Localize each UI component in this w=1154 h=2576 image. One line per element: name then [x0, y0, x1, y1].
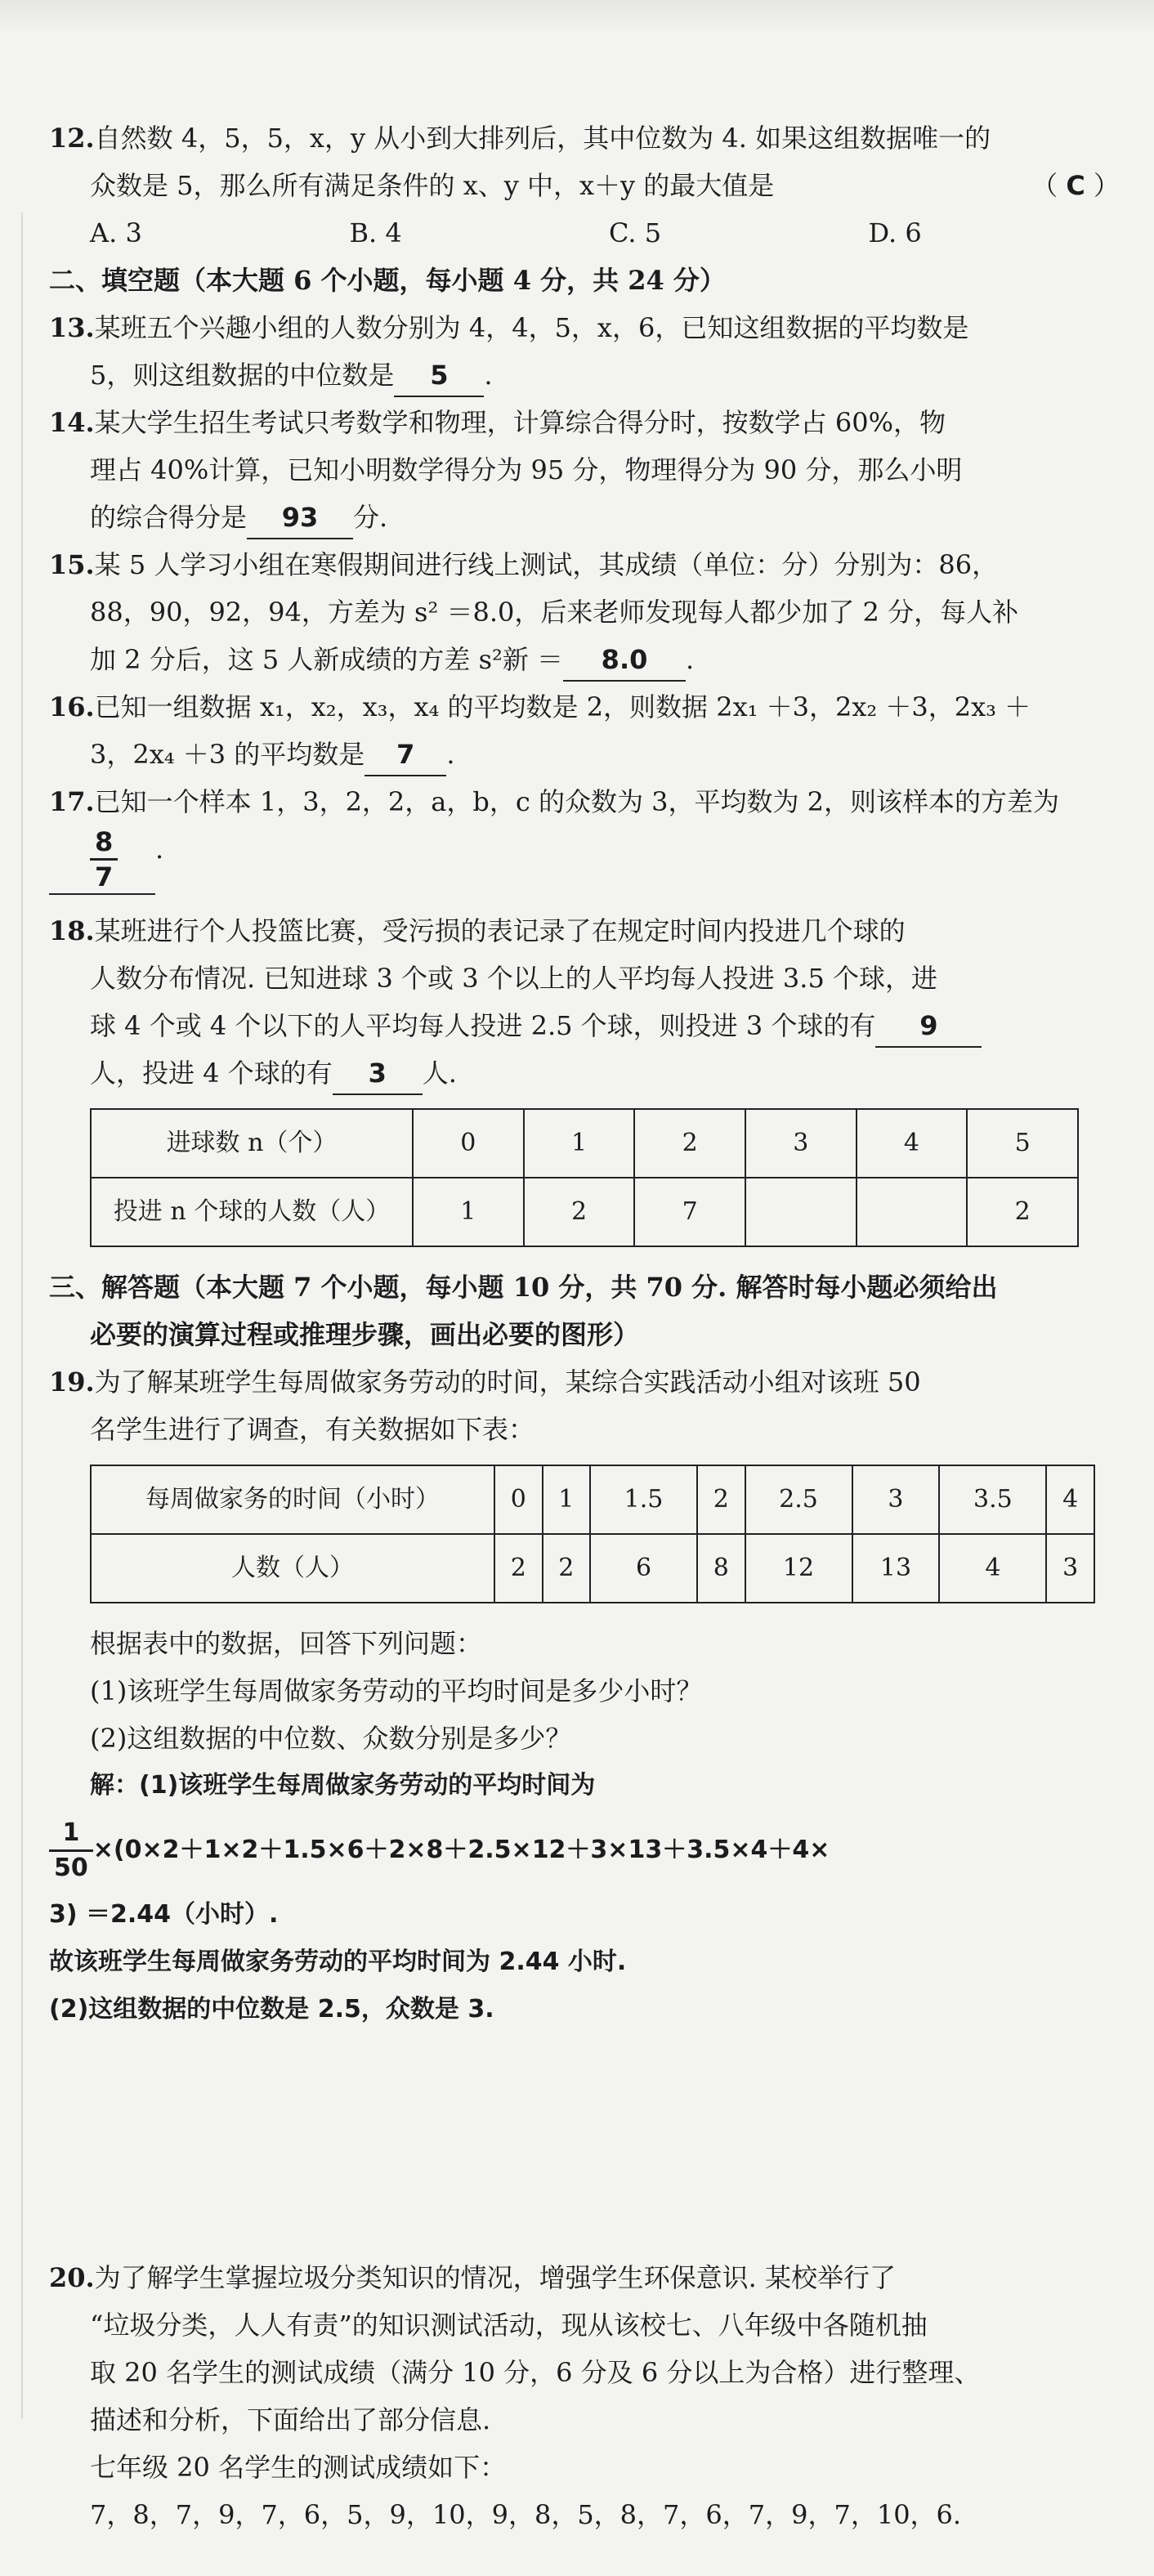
q19-solution-5: (2)这组数据的中位数是 2.5，众数是 3.	[49, 1995, 494, 2024]
q13-answer: 5	[394, 355, 484, 397]
q20-text-1: 为了解学生掌握垃圾分类知识的情况，增强学生环保意识. 某校举行了	[94, 2262, 897, 2293]
q18-cell: 2	[634, 1109, 745, 1178]
q12-number: 12.	[49, 123, 95, 154]
q19-cell: 6	[590, 1534, 697, 1603]
q15-line3	[49, 636, 1128, 683]
q19-question-1: (1)该班学生每周做家务劳动的平均时间是多少小时？	[90, 1675, 703, 1706]
q12-options	[49, 209, 1128, 257]
q18-row2-header: 投进 n 个球的人数（人）	[91, 1178, 413, 1246]
q18-cell: 0	[413, 1109, 524, 1178]
q19-solution-expression: ×(0×2＋1×2＋1.5×6＋2×8＋2.5×12＋3×13＋3.5×4＋4×	[92, 1836, 830, 1864]
section3-heading-1: 三、解答题（本大题 7 个小题，每小题 10 分，共 70 分. 解答时每小题必须给出	[49, 1272, 998, 1303]
q16-number: 16.	[49, 691, 95, 722]
q19-fraction-numerator: 1	[49, 1817, 93, 1852]
q13-text-1: 某班五个兴趣小组的人数分别为 4，4，5，x，6，已知这组数据的平均数是	[94, 312, 969, 343]
q13-period: .	[484, 360, 493, 391]
q20-text-5: 七年级 20 名学生的测试成绩如下：	[90, 2452, 507, 2483]
q19-cell: 1	[543, 1465, 591, 1534]
q15-text-1: 某 5 人学习小组在寒假期间进行线上测试，其成绩（单位：分）分别为：86，	[94, 549, 999, 580]
q12-text-2: 众数是 5，那么所有满足条件的 x、y 中，x＋y 的最大值是	[90, 170, 775, 201]
q14-line3	[49, 494, 1128, 541]
q18-number: 18.	[49, 915, 95, 946]
q18-text-4: 人，投进 4 个球的有	[90, 1058, 333, 1089]
table-row	[91, 1465, 1094, 1534]
q19-cell: 2	[494, 1534, 543, 1603]
q15-number: 15.	[49, 549, 95, 580]
q19-row2-header: 人数（人）	[91, 1534, 494, 1603]
page-crease	[0, 0, 1154, 33]
q19-cell: 3.5	[939, 1465, 1046, 1534]
q14-number: 14.	[49, 407, 95, 438]
q18-line4	[49, 1049, 1128, 1097]
q14-text-2: 理占 40%计算，已知小明数学得分为 95 分，物理得分为 90 分，那么小明	[90, 454, 963, 485]
q15-line2	[49, 588, 1128, 636]
q19-cell: 2	[543, 1534, 591, 1603]
worksheet-content	[49, 114, 1128, 2538]
q17-answer-line	[49, 825, 1128, 907]
q12-text-1: 自然数 4，5，5，x，y 从小到大排列后，其中位数为 4. 如果这组数据唯一的	[94, 123, 991, 154]
q19-cell: 12	[745, 1534, 852, 1603]
q17-answer-fraction	[90, 825, 118, 893]
q18-cell: 1	[524, 1109, 635, 1178]
q17-number: 17.	[49, 786, 95, 817]
q18-text-1: 某班进行个人投篮比赛，受污损的表记录了在规定时间内投进几个球的	[94, 915, 906, 946]
q19-fraction-denominator: 50	[54, 1854, 88, 1882]
table-row	[91, 1109, 1078, 1178]
q16-text-1: 已知一组数据 x₁，x₂，x₃，x₄ 的平均数是 2，则数据 2x₁ ＋3，2x₂ ＋3，2x₃ ＋	[94, 691, 1031, 722]
q18-cell: 4	[857, 1109, 968, 1178]
q19-row1-header: 每周做家务的时间（小时）	[91, 1465, 494, 1534]
q18-answer-2: 3	[333, 1053, 423, 1095]
section2-heading: 二、填空题（本大题 6 个小题，每小题 4 分，共 24 分）	[49, 265, 726, 296]
q18-unit: 人.	[422, 1058, 457, 1089]
q19-cell: 2	[697, 1465, 745, 1534]
section3-heading-2: 必要的演算过程或推理步骤，画出必要的图形）	[90, 1319, 640, 1350]
q17-text-1: 已知一个样本 1，3，2，2，a，b，c 的众数为 3，平均数为 2，则该样本的方差为	[94, 786, 1060, 817]
answer-space	[49, 2033, 1128, 2254]
q16-line1	[49, 683, 1128, 731]
q18-line1	[49, 907, 1128, 955]
q19-line2	[49, 1406, 1128, 1453]
q15-text-2: 88，90，92，94，方差为 s² ＝8.0，后来老师发现每人都少加了 2 分，每人补	[90, 597, 1019, 628]
q18-cell	[857, 1178, 968, 1246]
q19-solution-1: 解：(1)该班学生每周做家务劳动的平均时间为	[90, 1771, 596, 1800]
q19-cell: 13	[852, 1534, 940, 1603]
q18-cell: 3	[745, 1109, 857, 1178]
q14-answer: 93	[247, 497, 353, 539]
q16-answer: 7	[365, 734, 446, 776]
q19-solution-2	[49, 1809, 1128, 1891]
q12-option-b: B. 4	[349, 217, 402, 248]
q14-unit: 分.	[353, 502, 388, 533]
q15-line1	[49, 541, 1128, 588]
q20-number: 20.	[49, 2262, 95, 2293]
q19-fraction	[49, 1817, 93, 1885]
q19-cell: 3	[852, 1465, 940, 1534]
q12-line2	[49, 162, 1128, 209]
q19-question-2: (2)这组数据的中位数、众数分别是多少？	[90, 1723, 572, 1754]
table-row	[91, 1178, 1078, 1246]
q18-answer-1: 9	[875, 1005, 982, 1048]
q14-text-1: 某大学生招生考试只考数学和物理，计算综合得分时，按数学占 60%，物	[94, 407, 946, 438]
q16-period: .	[446, 739, 455, 770]
q17-period: .	[155, 834, 164, 865]
q18-line3	[49, 1002, 1128, 1049]
q19-text-1: 为了解某班学生每周做家务劳动的时间，某综合实践活动小组对该班 50	[94, 1366, 921, 1398]
q17-answer-denominator: 7	[95, 861, 114, 892]
q13-line2	[49, 351, 1128, 399]
q18-cell: 5	[967, 1109, 1078, 1178]
q18-text-2: 人数分布情况. 已知进球 3 个或 3 个以上的人平均每人投进 3.5 个球，进	[90, 963, 937, 994]
q19-cell: 3	[1046, 1534, 1094, 1603]
binding-edge	[21, 212, 23, 2419]
q12-option-a: A. 3	[90, 217, 142, 248]
q19-cell: 0	[494, 1465, 543, 1534]
q18-table	[90, 1108, 1079, 1247]
q19-cell: 4	[1046, 1465, 1094, 1534]
q12-option-d: D. 6	[868, 217, 922, 248]
q14-line2	[49, 446, 1128, 494]
q19-cell: 1.5	[590, 1465, 697, 1534]
q15-answer: 8.0	[563, 639, 686, 682]
q14-line1	[49, 399, 1128, 446]
q18-cell: 2	[524, 1178, 635, 1246]
q12-answer: C	[1066, 170, 1085, 201]
q20-text-6: 7，8，7，9，7，6，5，9，10，9，8，5，8，7，6，7，9，7，10，6.	[90, 2499, 962, 2530]
q17-answer-numerator: 8	[90, 825, 118, 861]
q19-cell: 2.5	[745, 1465, 852, 1534]
q15-period: .	[686, 644, 695, 675]
q19-number: 19.	[49, 1366, 95, 1398]
q20-text-3: 取 20 名学生的测试成绩（满分 10 分，6 分及 6 分以上为合格）进行整理、	[90, 2357, 981, 2388]
q16-line2	[49, 731, 1128, 778]
q19-table	[90, 1465, 1095, 1603]
q13-line1	[49, 304, 1128, 351]
q18-cell	[745, 1178, 857, 1246]
q18-cell: 1	[413, 1178, 524, 1246]
q19-solution-4: 故该班学生每周做家务劳动的平均时间为 2.44 小时.	[49, 1948, 627, 1976]
q20-text-2: “垃圾分类，人人有责”的知识测试活动，现从该校七、八年级中各随机抽	[90, 2310, 928, 2341]
q19-prompt: 根据表中的数据，回答下列问题：	[90, 1628, 483, 1659]
q12-answer-paren: （ C ）	[1031, 170, 1120, 201]
q20-line1	[49, 2254, 1128, 2301]
q18-row1-header: 进球数 n（个）	[91, 1109, 413, 1178]
q18-cell: 7	[634, 1178, 745, 1246]
q15-text-3: 加 2 分后，这 5 人新成绩的方差 s²新 ＝	[90, 644, 564, 675]
q19-text-2: 名学生进行了调查，有关数据如下表：	[90, 1414, 535, 1445]
q19-cell: 8	[697, 1534, 745, 1603]
q18-cell: 2	[967, 1178, 1078, 1246]
q14-text-3: 的综合得分是	[90, 502, 248, 533]
q17-line1	[49, 778, 1128, 825]
table-row	[91, 1534, 1094, 1603]
q17-answer-blank	[49, 825, 155, 895]
q20-text-4: 描述和分析，下面给出了部分信息.	[90, 2404, 491, 2435]
q18-text-3: 球 4 个或 4 个以下的人平均每人投进 2.5 个球，则投进 3 个球的有	[90, 1010, 876, 1041]
q18-line2	[49, 955, 1128, 1002]
q12-option-c: C. 5	[609, 217, 662, 248]
q13-number: 13.	[49, 312, 95, 343]
q13-text-2: 5，则这组数据的中位数是	[90, 360, 395, 391]
q19-solution-3: 3) ＝2.44（小时）.	[49, 1900, 279, 1929]
q12-line1	[49, 114, 1128, 162]
q16-text-2: 3，2x₄ ＋3 的平均数是	[90, 739, 365, 770]
q19-line1	[49, 1358, 1128, 1406]
q19-cell: 4	[939, 1534, 1046, 1603]
